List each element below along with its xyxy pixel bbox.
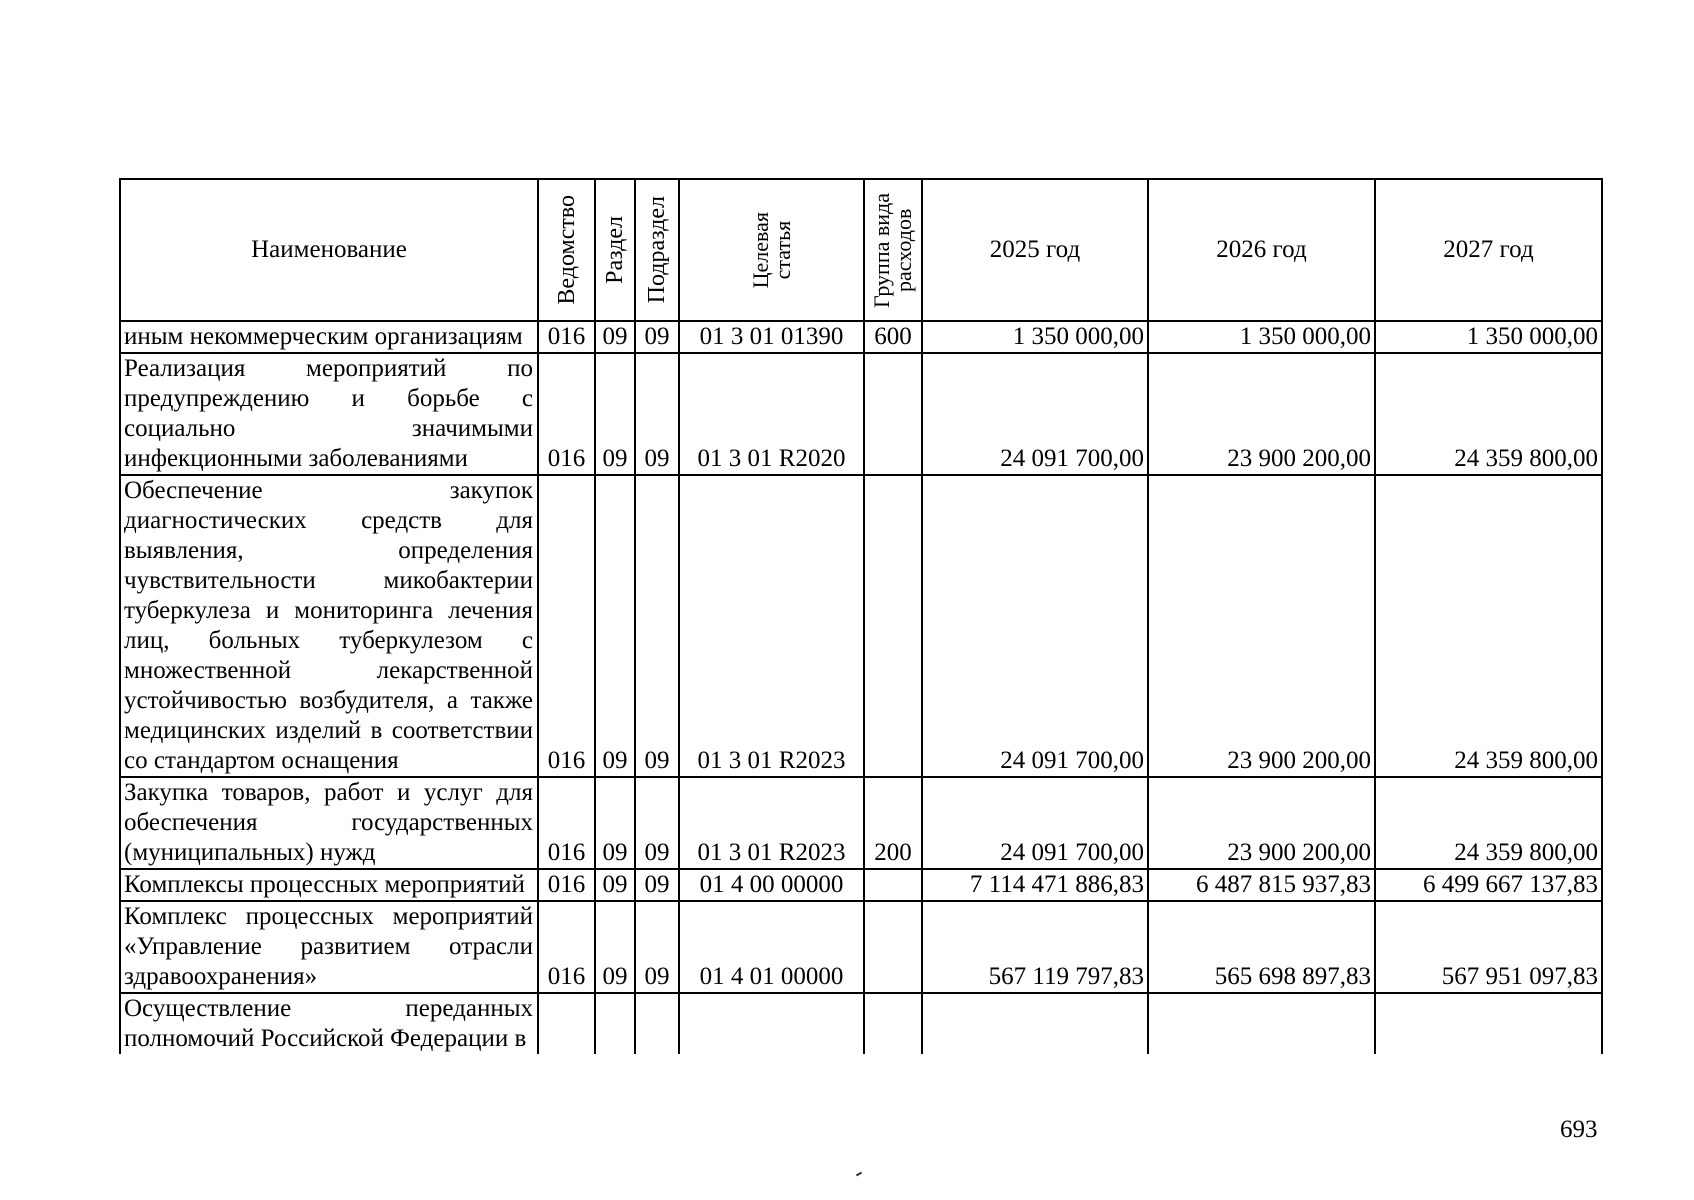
row-subsection: 09 bbox=[635, 353, 679, 475]
row-section: 09 bbox=[595, 777, 635, 869]
row-ministry: 016 bbox=[538, 475, 595, 777]
header-2027: 2027 год bbox=[1375, 179, 1602, 321]
row-amount-2026: 23 900 200,00 bbox=[1148, 475, 1375, 777]
header-2025: 2025 год bbox=[922, 179, 1148, 321]
scan-speck bbox=[856, 1172, 862, 1177]
header-subsection: Подраздел bbox=[635, 179, 679, 321]
row-amount-2025: 567 119 797,83 bbox=[922, 901, 1148, 993]
page-number: 693 bbox=[1560, 1116, 1598, 1143]
row-section: 09 bbox=[595, 869, 635, 901]
row-subsection bbox=[635, 993, 679, 1054]
row-amount-2026: 23 900 200,00 bbox=[1148, 353, 1375, 475]
table-row bbox=[120, 777, 1602, 869]
row-amount-2027: 24 359 800,00 bbox=[1375, 777, 1602, 869]
header-section: Раздел bbox=[595, 179, 635, 321]
header-ministry: Ведомство bbox=[538, 179, 595, 321]
row-section: 09 bbox=[595, 901, 635, 993]
row-subsection: 09 bbox=[635, 869, 679, 901]
row-amount-2027 bbox=[1375, 993, 1602, 1054]
header-name: Наименование bbox=[120, 179, 538, 321]
row-expense-group bbox=[864, 353, 922, 475]
row-name: Комплекс процессных мероприятий «Управление развитием отрасли здравоохранения» bbox=[120, 901, 538, 993]
row-target-article: 01 4 01 00000 bbox=[679, 901, 864, 993]
row-ministry: 016 bbox=[538, 869, 595, 901]
row-expense-group: 600 bbox=[864, 321, 922, 353]
table-row bbox=[120, 869, 1602, 901]
row-amount-2026: 565 698 897,83 bbox=[1148, 901, 1375, 993]
row-amount-2027: 567 951 097,83 bbox=[1375, 901, 1602, 993]
row-ministry bbox=[538, 993, 595, 1054]
row-expense-group bbox=[864, 901, 922, 993]
table-row bbox=[120, 993, 1602, 1054]
row-amount-2027: 1 350 000,00 bbox=[1375, 321, 1602, 353]
row-name: Обеспечение закупок диагностических средств для выявления, определения чувствительности микобактерии туберкулеза и мониторинга лечения лиц, больных туберкулезом с множественной лекарственной устойчивостью возбудителя, а также медицинских изделий в соответствии со стандартом оснащения bbox=[120, 475, 538, 777]
row-target-article: 01 3 01 01390 bbox=[679, 321, 864, 353]
header-2026: 2026 год bbox=[1148, 179, 1375, 321]
row-amount-2025: 1 350 000,00 bbox=[922, 321, 1148, 353]
table-row bbox=[120, 475, 1602, 777]
row-subsection: 09 bbox=[635, 901, 679, 993]
row-name: Осуществление переданных полномочий Российской Федерации в bbox=[120, 993, 538, 1054]
row-amount-2027: 24 359 800,00 bbox=[1375, 353, 1602, 475]
row-amount-2026 bbox=[1148, 993, 1375, 1054]
row-target-article: 01 4 00 00000 bbox=[679, 869, 864, 901]
header-row bbox=[120, 179, 1602, 321]
row-amount-2026: 1 350 000,00 bbox=[1148, 321, 1375, 353]
row-section: 09 bbox=[595, 321, 635, 353]
row-amount-2027: 24 359 800,00 bbox=[1375, 475, 1602, 777]
table-row bbox=[120, 321, 1602, 353]
row-section: 09 bbox=[595, 475, 635, 777]
row-amount-2025: 24 091 700,00 bbox=[922, 777, 1148, 869]
row-target-article: 01 3 01 R2020 bbox=[679, 353, 864, 475]
header-expense-group: Группа вида расходов bbox=[864, 179, 922, 321]
row-ministry: 016 bbox=[538, 777, 595, 869]
row-expense-group bbox=[864, 475, 922, 777]
row-expense-group: 200 bbox=[864, 777, 922, 869]
table-row bbox=[120, 353, 1602, 475]
row-target-article: 01 3 01 R2023 bbox=[679, 777, 864, 869]
row-target-article bbox=[679, 993, 864, 1054]
row-amount-2026: 23 900 200,00 bbox=[1148, 777, 1375, 869]
header-target-article: Целевая статья bbox=[679, 179, 864, 321]
row-name: Комплексы процессных мероприятий bbox=[120, 869, 538, 901]
row-amount-2025: 24 091 700,00 bbox=[922, 353, 1148, 475]
row-section: 09 bbox=[595, 353, 635, 475]
row-subsection: 09 bbox=[635, 475, 679, 777]
row-subsection: 09 bbox=[635, 321, 679, 353]
row-name: Закупка товаров, работ и услуг для обеспечения государственных (муниципальных) нужд bbox=[120, 777, 538, 869]
row-ministry: 016 bbox=[538, 901, 595, 993]
row-amount-2025 bbox=[922, 993, 1148, 1054]
row-ministry: 016 bbox=[538, 353, 595, 475]
table-row bbox=[120, 901, 1602, 993]
row-expense-group bbox=[864, 993, 922, 1054]
row-amount-2025: 24 091 700,00 bbox=[922, 475, 1148, 777]
row-amount-2027: 6 499 667 137,83 bbox=[1375, 869, 1602, 901]
budget-table bbox=[119, 178, 1603, 1054]
row-name: Реализация мероприятий по предупреждению и борьбе с социально значимыми инфекционными заболеваниями bbox=[120, 353, 538, 475]
row-name: иным некоммерческим организациям bbox=[120, 321, 538, 353]
row-expense-group bbox=[864, 869, 922, 901]
row-amount-2026: 6 487 815 937,83 bbox=[1148, 869, 1375, 901]
row-section bbox=[595, 993, 635, 1054]
row-target-article: 01 3 01 R2023 bbox=[679, 475, 864, 777]
row-amount-2025: 7 114 471 886,83 bbox=[922, 869, 1148, 901]
row-subsection: 09 bbox=[635, 777, 679, 869]
row-ministry: 016 bbox=[538, 321, 595, 353]
